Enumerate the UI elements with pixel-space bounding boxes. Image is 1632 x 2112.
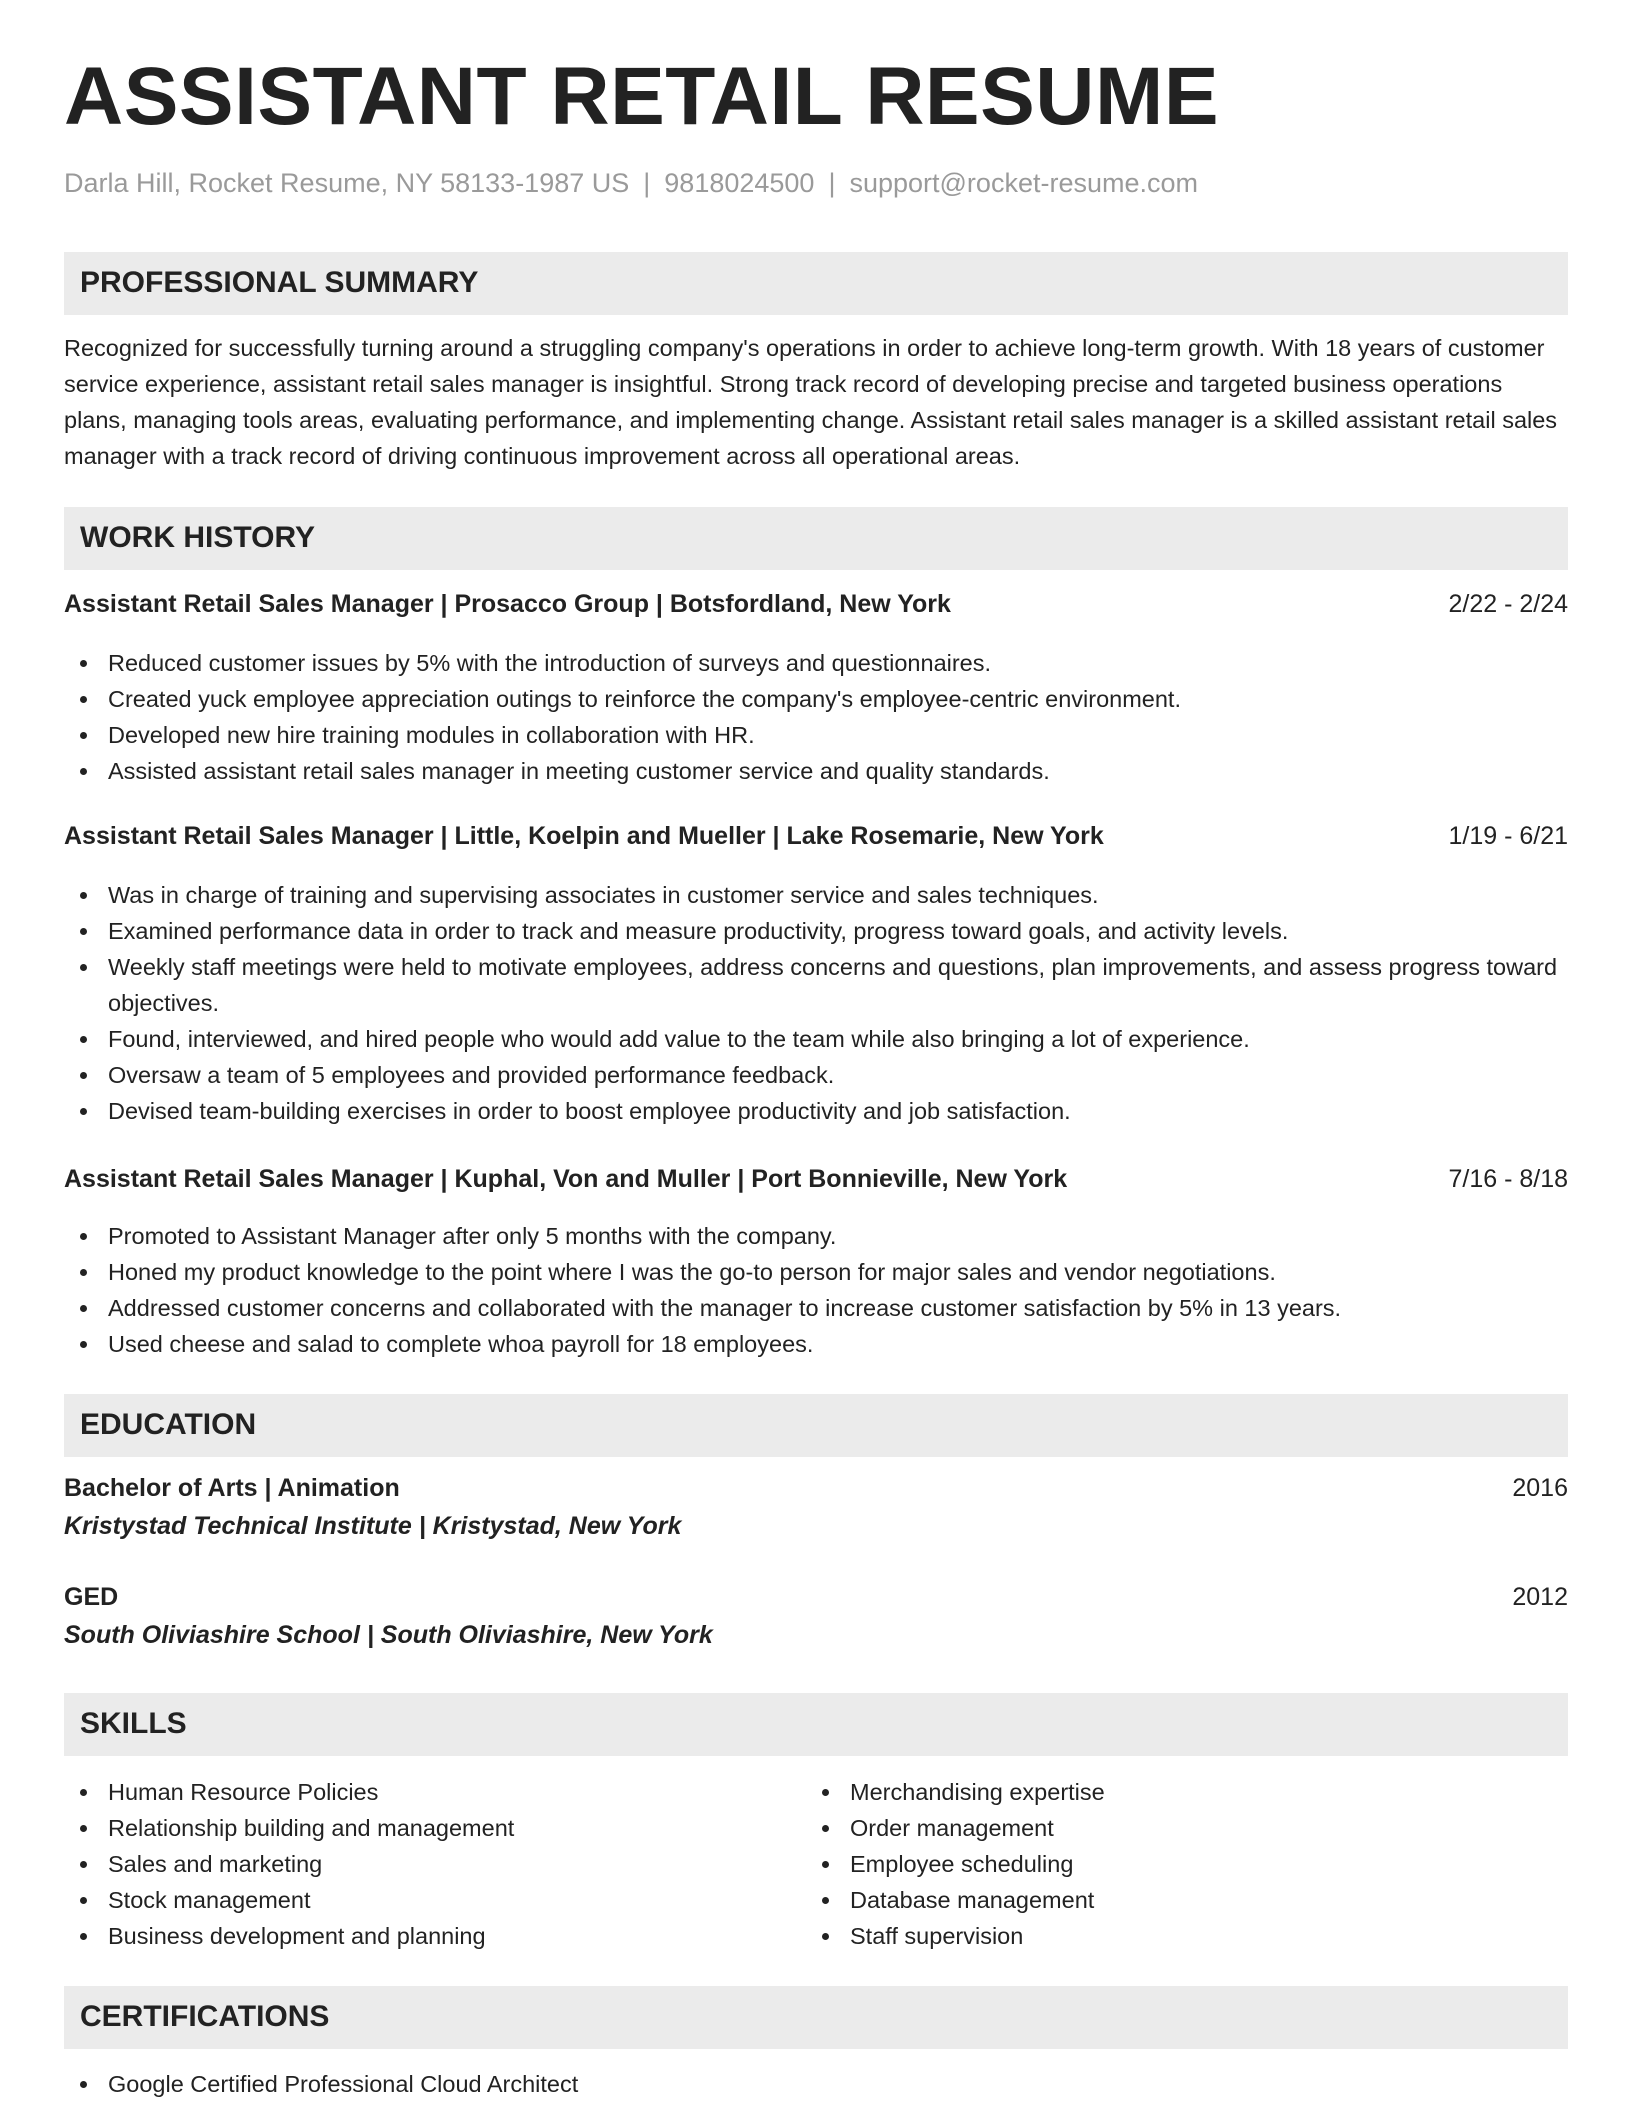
job-title: Assistant Retail Sales Manager | Prosacco Group | Botsfordland, New York <box>64 590 951 618</box>
job-dates: 2/22 - 2/24 <box>1448 590 1568 618</box>
education-section-header <box>64 1394 1568 1457</box>
certifications-heading: CERTIFICATIONS <box>80 2000 330 2033</box>
job-bullets <box>64 645 1568 789</box>
summary-section-header <box>64 252 1568 315</box>
education-entry-header <box>64 1474 1568 1510</box>
work-heading: WORK HISTORY <box>80 521 316 554</box>
contact-phone: 9818024500 <box>664 168 815 198</box>
education-degree: Bachelor of Arts | Animation <box>64 1474 400 1502</box>
contact-address: Darla Hill, Rocket Resume, NY 58133-1987 US <box>64 168 630 198</box>
list-item: Order management <box>806 1810 1632 1846</box>
education-entry-header <box>64 1583 1568 1619</box>
certifications-section-header <box>64 1986 1568 2049</box>
skills-list-right <box>806 1774 1632 1954</box>
list-item: Human Resource Policies <box>64 1774 1568 1810</box>
summary-heading: PROFESSIONAL SUMMARY <box>80 266 479 299</box>
list-item: Devised team-building exercises in order to boost employee productivity and job satisfaction. <box>64 1093 1568 1129</box>
list-item: Business development and planning <box>64 1918 1568 1954</box>
education-year: 2012 <box>1512 1583 1568 1611</box>
job-header <box>64 822 1568 858</box>
contact-email[interactable]: support@rocket-resume.com <box>849 168 1198 198</box>
list-item: Stock management <box>64 1882 1568 1918</box>
list-item: Sales and marketing <box>64 1846 1568 1882</box>
list-item: Oversaw a team of 5 employees and provided performance feedback. <box>64 1057 1568 1093</box>
list-item: Database management <box>806 1882 1632 1918</box>
job-title: Assistant Retail Sales Manager | Little, Koelpin and Mueller | Lake Rosemarie, New York <box>64 822 1104 850</box>
list-item: Relationship building and management <box>64 1810 1568 1846</box>
skills-heading: SKILLS <box>80 1707 187 1740</box>
list-item: Created yuck employee appreciation outings to reinforce the company's employee-centric environment. <box>64 681 1568 717</box>
job-header <box>64 590 1568 626</box>
list-item: Assisted assistant retail sales manager in meeting customer service and quality standards. <box>64 753 1568 789</box>
education-year: 2016 <box>1512 1474 1568 1502</box>
list-item: Examined performance data in order to track and measure productivity, progress toward goals, and activity levels. <box>64 913 1568 949</box>
work-section-header <box>64 507 1568 570</box>
list-item: Google Certified Professional Cloud Architect <box>64 2066 1568 2102</box>
education-degree: GED <box>64 1583 119 1611</box>
job-dates: 7/16 - 8/18 <box>1448 1165 1568 1193</box>
skills-section-header <box>64 1693 1568 1756</box>
job-title: Assistant Retail Sales Manager | Kuphal, Von and Muller | Port Bonnieville, New York <box>64 1165 1068 1193</box>
list-item: Staff supervision <box>806 1918 1632 1954</box>
list-item: Honed my product knowledge to the point where I was the go-to person for major sales and vendor negotiations. <box>64 1254 1568 1290</box>
list-item: Was in charge of training and supervising associates in customer service and sales techniques. <box>64 877 1568 913</box>
resume-title: ASSISTANT RETAIL RESUME <box>64 51 1220 142</box>
list-item: Reduced customer issues by 5% with the introduction of surveys and questionnaires. <box>64 645 1568 681</box>
contact-separator: | <box>828 168 836 198</box>
education-heading: EDUCATION <box>80 1408 257 1441</box>
job-bullets <box>64 877 1568 1129</box>
list-item: Employee scheduling <box>806 1846 1632 1882</box>
list-item: Weekly staff meetings were held to motivate employees, address concerns and questions, plan improvements, and assess progress toward objectives. <box>64 949 1568 1021</box>
job-bullets <box>64 1218 1568 1362</box>
education-school: Kristystad Technical Institute | Kristystad, New York <box>64 1512 682 1540</box>
list-item: Used cheese and salad to complete whoa payroll for 18 employees. <box>64 1326 1568 1362</box>
job-header <box>64 1165 1568 1201</box>
summary-text: Recognized for successfully turning around a struggling company's operations in order to achieve long-term growth. With 18 years of customer service experience, assistant retail sales manager is insightful. Strong track record of developing precise and targeted business operations plans, managing tools areas, evaluating performance, and implementing change. Assistant retail sales manager is a skilled assistant retail sales manager with a track record of driving continuous improvement across all operational areas. <box>64 335 1558 469</box>
list-item: Merchandising expertise <box>806 1774 1632 1810</box>
contact-separator: | <box>643 168 651 198</box>
contact-line <box>64 168 1198 199</box>
list-item: Promoted to Assistant Manager after only 5 months with the company. <box>64 1218 1568 1254</box>
list-item: Developed new hire training modules in collaboration with HR. <box>64 717 1568 753</box>
list-item: Addressed customer concerns and collaborated with the manager to increase customer satisfaction by 5% in 13 years. <box>64 1290 1568 1326</box>
certifications-list <box>64 2066 1568 2102</box>
education-school: South Oliviashire School | South Oliviashire, New York <box>64 1621 713 1649</box>
list-item: Found, interviewed, and hired people who would add value to the team while also bringing a lot of experience. <box>64 1021 1568 1057</box>
job-dates: 1/19 - 6/21 <box>1448 822 1568 850</box>
